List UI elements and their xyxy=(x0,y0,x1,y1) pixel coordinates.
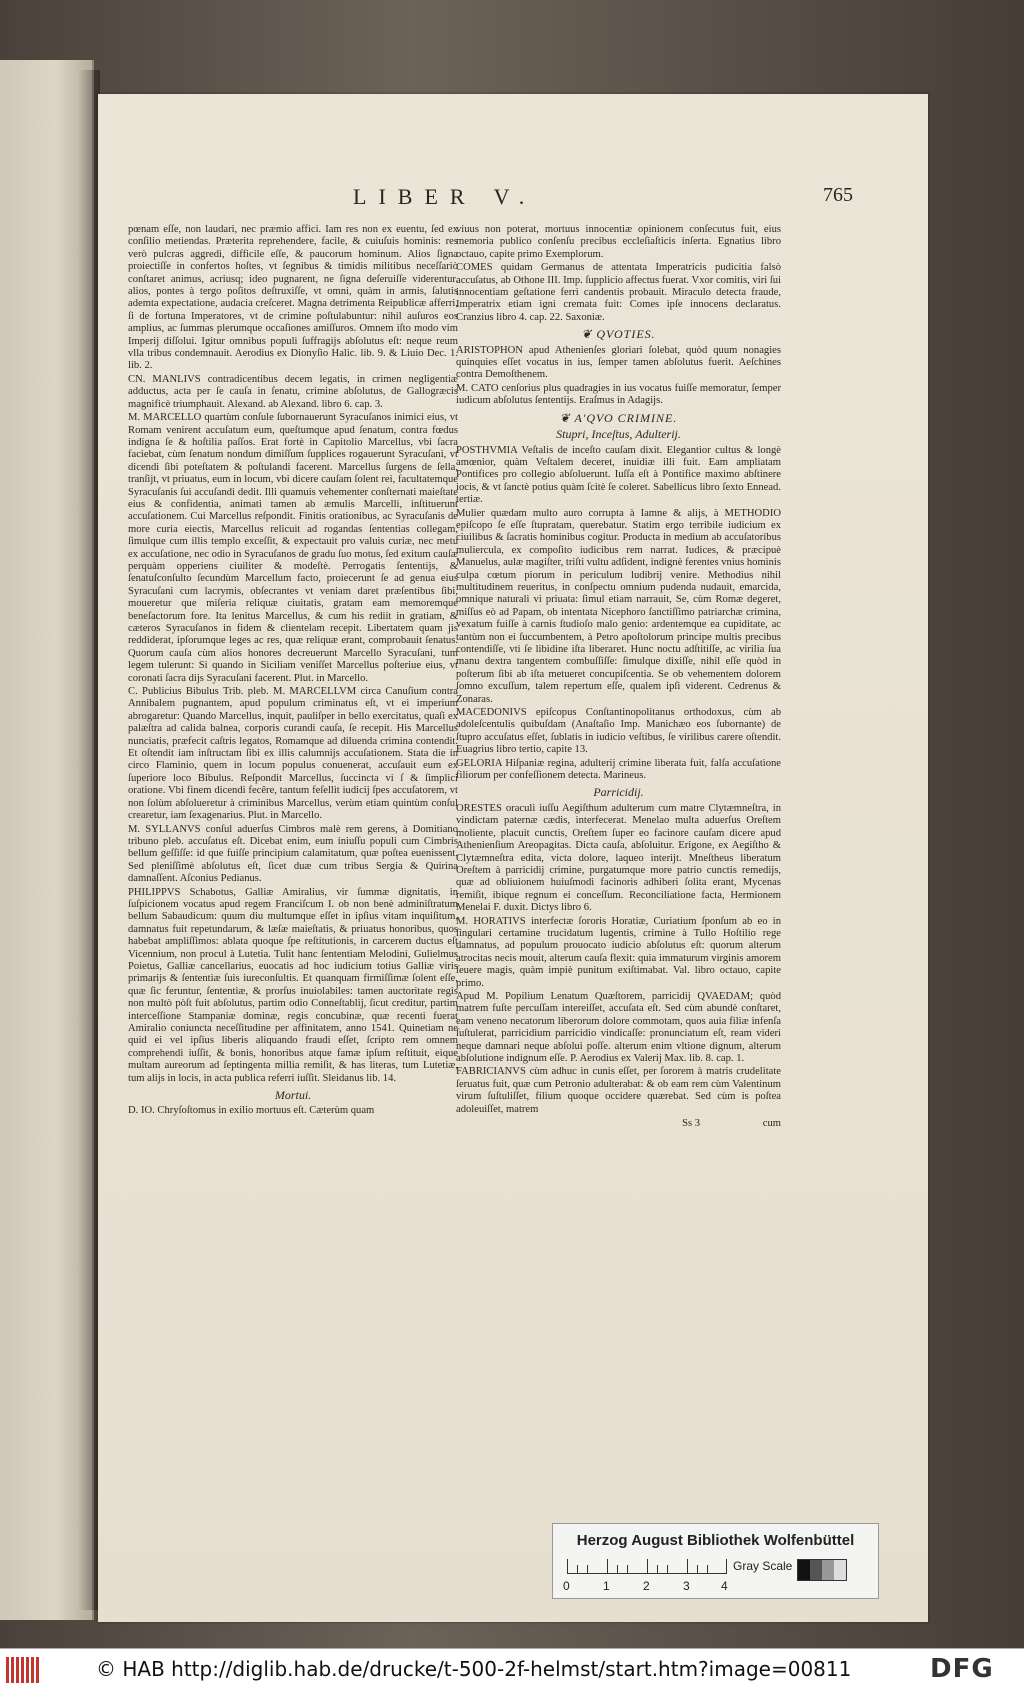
gray-scale-swatch xyxy=(797,1559,847,1581)
ruler-number: 2 xyxy=(643,1579,650,1593)
paragraph: D. IO. Chryſoſtomus in exilio mortuus eſt. Cæterùm quam xyxy=(128,1105,375,1117)
paragraph: ORESTES oraculi iuſſu Aegiſthum adulterum cum matre Clytæmneſtra, in vindictam paternæ cædis, interfecerat. Menelao multa aduerſus Oreſtem moliente, placuit cunctis, Oreſtem ſuper eo facinore cauſam dicere apud Athenienſium Areopagitas. Dicta cauſa, abſoluitur. Erigone, ex Aegiſtho & Clytæmneſtra edita, victa dolore, laqueo interijt. Mneſtheus liberatum Oreſtem à parricidij crimine, purgatumque more patrio cunctis remedijs, quæ ad obliuionem huiuſmodi facinoris adhiberi ſolita erant, Mycenas remiſit, ibique regnum ei conceſſum. Reconciliatione facta, Hermionem Menelai F. duxit. Dictys libro 6. xyxy=(456,802,781,914)
footer-bar xyxy=(0,1648,1024,1690)
paragraph: MACEDONIVS epiſcopus Conſtantinopolitanus orthodoxus, cùm ab adoleſcentulis quibuſdam (Anaſtaſio Imp. Manichæo eos ſubornante) de ſtupro accuſatus eſſet, ſublatis in iudicio veſtibus, ſe virilibus carere oſtendit. Euagrius libro tertio, capite 13. xyxy=(456,707,781,756)
section-heading: ❦ QVOTIES. xyxy=(581,327,656,342)
ruler-number: 1 xyxy=(603,1579,610,1593)
catchword-line xyxy=(456,1118,781,1130)
paragraph: COMES quidam Germanus de attentata Imperatricis pudicitia falsò accuſatus, ab Othone III. Imp. ſupplicio affectus fuerat. Vxor comitis, viri ſui innocentiam geſtatione ferri candentis probauit. Miraculo detecta fraude, Imperatrix etiam igni cremata fuit: Comes ipſe innocens declaratus. Cranzius libro 4. cap. 22. Saxoniæ. xyxy=(456,262,781,323)
paragraph: M. MARCELLO quartùm conſule ſubornauerunt Syracuſanos inimici eius, vt Romam venirent accuſatum eum, queſtumque apud ſenatum, contra fœdus indigna ſe & hoſtilia paſſos. Erat fortè in Capitolio Marcellus, vbi ſacra faciebat, cùm ſenatum nondum dimiſſum ſupplices rogauerunt Syracuſani, vt dicendi ſibi poteſtatem & poſtulandi facerent. Marcellus ſurgens de ſella, tranſijt, vt priuatus, eum in locum, vbi dicere cauſam ſolent rei, facultatemque Syracuſanis ſui accuſandi dedit. Illi quamuis vehementer conſternati maieſtate eius & confidentia, animati tamen ab æmulis Marcelli, inſtituerunt accuſationem. Cui Marcellus reſpondit. Finitis orationibus, ac Syracuſanis de more curia eiectis, Marcellus relicuit ad rogandas ſententias collegam, ſimulque cum illis templo exceſſit, & expectauit pro valuis curiæ, nec metu ex accuſatione, nec odio in Syracuſanos de gradu ſuo motus, ſed exitum cauſæ perquàm opperiens ciuiliter & modeſtè. Perrogatis ſententijs, & ſenatuſconſulto ſecundùm Marcellum facto, proiecerunt ſe ad genua eius Syracuſani cum lacrymis, obſecrantes vt veniam daret præſentibus ſibi, moueretur que miſeria reliquæ ciuitatis, gratam eam memoremque beneſactorum fore. Ita lenitus Marcellus, & cum his rediit in gratiam, & cæteros Syracuſanos in fidem & clientelam recepit. Libertatem quam jis reddiderat, ipſorumque leges ac res, quæ reliquæ erant, comprobauit ſenatus. Quorum cauſa cùm alios honores decreuerunt Marcello Syracuſani, tum legem tulerunt: Si quando in Siciliam veniſſet Marcellus poſteriue eius, vt coronati ſacra dijs Syracuſani facerent. Plut. in Marcello. xyxy=(128,412,458,684)
ruler-number: 0 xyxy=(563,1579,570,1593)
library-name: Herzog August Bibliothek Wolfenbüttel xyxy=(576,1532,855,1549)
paragraph: M. SYLLANVS conſul aduerſus Cimbros malè rem gerens, à Domitiano tribuno pleb. accuſatus eſt. Dicebat enim, eum iniuſſu populi cum Cimbris bellum geſſiſſe: id que fuiſſe principium calamitatum, quæ poſtea euenissent. Sed pleniſſimè abſolutus eſt, ſicet duæ cum tribus Sergia & Quirina damnaſſent. Aſconius Pedianus. xyxy=(128,823,458,885)
paragraph: PHILIPPVS Schabotus, Galliæ Amiralius, vir ſummæ dignitatis, in ſuſpicionem vocatus apud regem Franciſcum I. ob non benè adminiſtratum bellum Sabaudicum: quum diu multumque eſſet in ipſius vitam inquiſitum, damnatus fuit repetundarum, & læſæ maieſtatis, & priuatus honoribus, quos habebat ampliſſimos: ablata quoque ſpe reſtitutionis, in carcerem ductus eſt Vicennium, non procul à Lutetia. Tulit hanc ſententiam Melodini, Gulielmus Poietus, Galliæ cancellarius, euocatis ad hoc iudicium totius Galliæ viris primarijs & ſententiæ ſuis iureconſultis. Et quanquam firmiſſimæ ſolent eſſe, quæ ſic feruntur, ſententiæ, & prorſus inuiolabiles: tamen auctoritate regis non multò pòſt fuit abſolutus, partim odio Conneſtablij, ſicut creditur, partim interceſſione Stampaniæ dominæ, regis concubinæ, quæ recenti fuerat Amiralio coniuncta neceſſitudine per affinitatem, anno 1541. Quinetiam ne quid ei vel ipſius liberis aliquando fraudi eſſet, ſcripto rem omnem comprehendi iuſſit, & bonis, honoribus atque famæ ipſum reſtituit, eique multam aureorum ad ſeptingenta millia remiſit, & has literas, tum Lutetiæ, tum alijs in locis, in acta publica referri iuſſit. Sleidanus lib. 14. xyxy=(128,886,458,1084)
paragraph: CN. MANLIVS contradicentibus decem legatis, in crimen negligentiæ adductus, acta per ſe cauſa in ſenatu, crimine abſolutus, de Gallogræcis magnificè triumphauit. Alexand. ab Alexand. libro 6. cap. 3. xyxy=(128,373,458,410)
running-head-title: LIBER V. xyxy=(353,184,537,209)
left-column xyxy=(128,224,458,1119)
paragraph: Mulier quædam multo auro corrupta à Iamne & alijs, à METHODIO epiſcopo ſe eſſe ſtupratam, querebatur. Statim ergo terribile iudicium ex ciuilibus & ſacratis hominibus cogitur. Producta in medium ab accuſatoribus muliercula, ex compoſito iudicibus rem narrat. Iudices, & præcipuè Manuelus, aulæ magiſter, triſti vultu adſident, indignè ferentes vnius hominis culpa cœtum piorum in periculum ludibrij venire. Methodius nihil multitudinem reueritus, in conſpectu omnium pudenda nudauit, emarcida, omnique naturali vi priuata: ſimul etiam narrauit, Se, cùm Romæ degeret, miſſus eò ad Papam, ob intentata Nicephoro ſanctiſſimo patriarchæ crimina, vexatum fuiſſe à carnis ſtudioſo malo genio: ardentemque ea cupiditate, ac tantùm non ei ſuccumbentem, à Petro apoſtolorum principe multis precibus contendiſſe, vti ſe libidine iſta liberaret. Hunc noctu adſtitiſſe, ac virilia ſua manu dextra tangentem combuſſiſſe: ſimulque dixiſſe, nihil eſſe quòd in poſterum ſibi ab iſta metueret concupiſcentia. Se ob vehementem dolorem ſomno excuſſum, talem repertum eſſe, qualem ipſi viderent. Cedrenus & Zonaras. xyxy=(456,507,781,705)
paragraph: ARISTOPHON apud Athenienſes gloriari ſolebat, quòd quum nonagies quinquies eſſet vocatus in ius, ſemper tamen abſolutus fuerit. Aeſchines contra Demoſthenem. xyxy=(456,344,781,381)
ruler xyxy=(567,1557,727,1574)
paragraph: Apud M. Popilium Lenatum Quæſtorem, parricidij QVAEDAM; quòd matrem fuſte percuſſam intereiſſet, accuſata eſt. Sed cùm abundè conſtaret, eam veneno necatorum liberorum dolore commotam, quos auia filiæ infenſa ſuſtulerat, parricidium parricidio vindicaſſe: pronunciatum eſt, ream videri neque damnari neque abſolui poſſe. alterum enim vltione dignum, alterum abſolutione indignum eſſe. P. Aerodius ex Valerij Max. lib. 8. cap. 1. xyxy=(456,990,781,1064)
ruler-number: 3 xyxy=(683,1579,690,1593)
paragraph: pœnam eſſe, non laudari, nec præmio affici. Iam res non ex euentu, ſed ex conſilio metiendas. Præterita reprehendere, facile, & cuiuſuis hominis: res verò pulcras aggredi, difficile eſſe, & paucorum hominum. Alios ſigna proiectiſſe in confertos hoſtes, vt ſegnibus & timidis militibus neceſſariò conſtaret animus, acriusq; ideo pugnarent, ne ſigna deſeruiſſe viderentur. alios, pontes à tergo poſitos deſtruxiſſe, vt omni, quàm in armis, ſalutis ademta expectatione, audacia creſceret. Magna detrimenta Reipublicæ afferri, ſi de fortuna Imperatores, vt de crimine poſtulabuntur: nihil auſuros eos amplius, ac ſummas plerumque occaſiones amiſſuros. Omnem iſto modo vim Imperij diſſolui. Igitur omnibus populi ſuffragijs abſolutus eſt: neque reum vlla tribus condemnauit. Aerodius ex Dionyſio Halic. lib. 9. & Liuio Dec. 1. lib. 2. xyxy=(128,224,458,372)
color-reference-card xyxy=(552,1523,879,1599)
signature-mark: Ss 3 xyxy=(682,1118,701,1130)
paragraph: GELORIA Hiſpaniæ regina, adulterij crimine liberata fuit, falſa accuſatione filiorum per confeſſionem detecta. Marineus. xyxy=(456,757,781,782)
section-heading: Mortui. xyxy=(274,1088,312,1103)
paragraph: FABRICIANVS cùm adhuc in cunis eſſet, per ſororem à matris crudelitate ſeruatus fuit, quæ cum Petronio adulterabat: & ob eam rem cùm Valentinum virum ſuſtuliſſet, filium quoque occidere quærebat. Sed cùm is poſtea adoleuiſſet, matrem xyxy=(456,1066,781,1115)
dfg-logo: DFG xyxy=(930,1654,994,1684)
subsection-heading: Stupri, Inceſtus, Adulterij. xyxy=(556,427,681,442)
right-column xyxy=(456,224,781,1130)
footer-url[interactable]: © HAB http://diglib.hab.de/drucke/t-500-2f-helmst/start.htm?image=00811 xyxy=(96,1657,852,1681)
ruler-number: 4 xyxy=(721,1579,728,1593)
paragraph: viuus non poterat, mortuus innocentiæ opinionem conſecutus fuit, eius memoria publico conſenſu precibus eccleſiaſticis inſerta. Egnatius libro octauo, capite primo Exemplorum. xyxy=(456,224,781,260)
running-head xyxy=(98,184,928,214)
book-page xyxy=(98,94,928,1622)
subsection-heading: Parricidij. xyxy=(593,785,644,800)
paragraph: POSTHVMIA Veſtalis de inceſto cauſam dixit. Elegantior cultus & longè amœnior, quàm Veſtalem deceret, inuidiæ illi fuit. Eam ampliatam Pontifices pro collegio abſoluerunt. Iuſſa eſt à Pontifice maximo abſtinere iocis, & vt ſanctè potius quàm ſcitè ſe coleret. Sabellicus libro ſexto Ennead. tertiæ. xyxy=(456,444,781,506)
paragraph: C. Publicius Bibulus Trib. pleb. M. MARCELLVM circa Canuſium contra Annibalem pugnantem, apud populum criminatus eſt, vt ei imperium abrogaretur: Quando Marcellus, inquit, pauliſper in bello exercitatus, quaſi ex palæſtra ad calida balnea, corporis curandi cauſa, ſe recepit. His Marcellus nunciatis, præfecit caſtris legatos, Romamque ad diluenda crimina contendit. Et oſtendit iam inſtructam ſibi ex illis calumnijs accuſationem. Stata die in circo Flaminio, quem in locum populus conuenerat, accuſauit eum ex ſuperiore loco Bibulus. Reſpondit Marcellus, ſuccincta vi ſ & ſimplici oratione. Vbi finem dicendi fecêre, tantum feſellit iudicij ſpes accuſatorem, vt non ſolùm abſolueretur à criminibus Marcellus, verùm etiam quintùm conſul crearetur, iam ſexagenarius. Plut. in Marcello. xyxy=(128,686,458,822)
hab-logo-icon xyxy=(6,1657,48,1683)
gray-scale-label: Gray Scale xyxy=(733,1559,793,1573)
page-number: 765 xyxy=(823,184,853,206)
section-heading: ❦ A'QVO CRIMINE. xyxy=(559,410,678,425)
paragraph: M. HORATIVS interfectæ ſororis Horatiæ, Curiatium ſponſum ab eo in ſingulari certamine trucidatum lugentis, crimine à Tullo Hoſtilio rege damnatus, ad populum prouocato iudicio abſolutus eſt: quorum alterum atrocitas necis mouit, alterum cauſa flexit: quia immaturum virginis amorem ſeuere magis, quàm impiè punitum exiſtimabat. Val. libro octauo, capite primo. xyxy=(456,915,781,989)
gutter-shadow xyxy=(78,70,100,1610)
catchword: cum xyxy=(762,1118,781,1130)
paragraph: M. CATO cenſorius plus quadragies in ius vocatus fuiſſe memoratur, ſemper iudicum abſolutus ſententijs. Eraſmus in Adagijs. xyxy=(456,382,781,407)
